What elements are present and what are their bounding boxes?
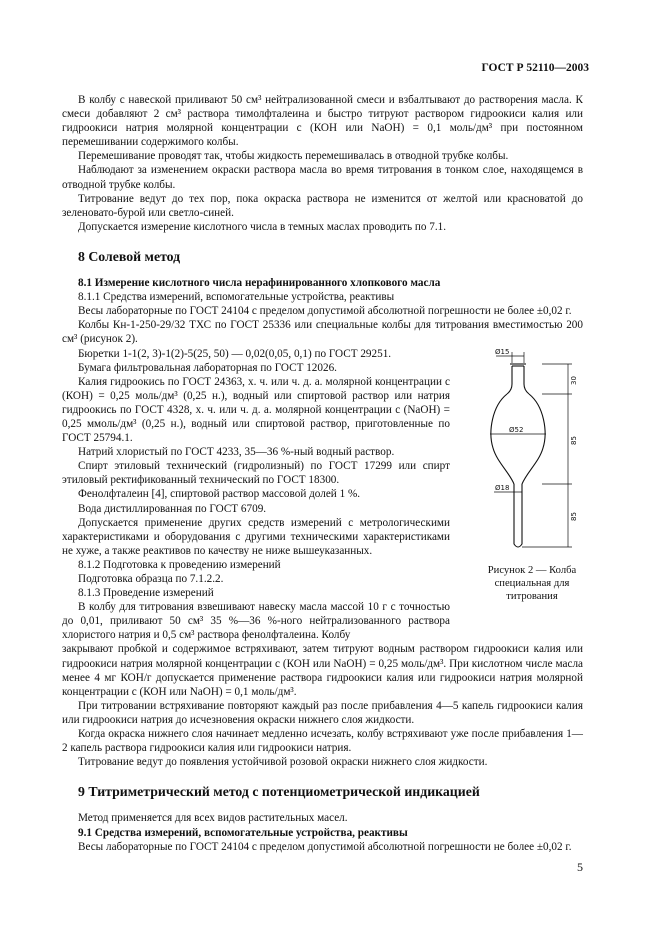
paragraph: Допускается измерение кислотного числа в темных маслах проводить по 7.1. — [78, 220, 447, 233]
paragraph: Наблюдают за изменением окраски раствора масла во время титрования в тонком слое, находящемся в отводной трубке колбы. — [62, 164, 583, 191]
text-beside-figure — [62, 347, 450, 643]
paragraph: закрывают пробкой и содержимое встряхивают, затем титруют водным раствором гидроокиси калия или гидроокиси натрия молярной концентрации c (КОН или NaOH) = 0,25 моль/дм³. При кислотном числе масла менее 4 мг КОН/г допускается применение раствора гидроокиси калия или гидроокиси натрия молярной концентрации c (КОН или NaOH) = 0,1 моль/дм³. — [62, 643, 583, 698]
section-8-heading: 8 Солевой метод — [78, 248, 181, 264]
paragraph: Подготовка образца по 7.1.2.2. — [78, 573, 224, 585]
paragraph: Титрование ведут до тех пор, пока окраска раствора не изменится от желтой или красноватой до зеленовато-бурой или светло-синей. — [62, 192, 583, 219]
paragraph: В колбу с навеской приливают 50 см³ нейтрализованной смеси и взбалтывают до растворения масла. К смеси добавляют 2 см³ раствора тимолфталеина и быстро титруют раствором гидроокиси калия или гидроокиси натрия молярной концентрации c (КОН или NaOH) = 0,1 моль/дм³ при постоянном перемешивании содержимого колбы. — [62, 94, 583, 149]
paragraph: 8.1.2 Подготовка к проведению измерений — [78, 558, 281, 571]
paragraph: Калия гидроокись по ГОСТ 24363, х. ч. или ч. д. а. молярной концентрации c (КОН) = 0,25 моль/дм³ (0,25 н.), водный или спиртовой раствор или натрия гидроокись по ГОСТ 4328, х. ч. или ч. д. а. молярной концентрации c (NaOH) = 0,25 ммоль/дм³ (0,25 н.), водный или спиртовой раствор, приготовленные по ГОСТ 25794.1. — [62, 375, 450, 445]
subsection-9-1-heading: 9.1 Средства измерений, вспомогательные устройства, реактивы — [78, 826, 408, 839]
paragraph: Бюретки 1-1(2, 3)-1(2)-5(25, 50) — 0,02(0,05, 0,1) по ГОСТ 29251. — [78, 347, 392, 360]
subsection-8-1-heading: 8.1 Измерение кислотного числа нерафинированного хлопкового масла — [78, 277, 441, 290]
document-code: ГОСТ Р 52110—2003 — [481, 62, 589, 74]
paragraph: Метод применяется для всех видов растительных масел. — [78, 812, 348, 825]
dim-body-height: 85 — [570, 436, 578, 445]
paragraph: Спирт этиловый технический (гидролизный) по ГОСТ 17299 или спирт этиловый ректификованный технический по ГОСТ 18300. — [62, 460, 450, 487]
paragraph: Титрование ведут до появления устойчивой розовой окраски нижнего слоя жидкости. — [78, 756, 488, 769]
section-9-heading: 9 Титриметрический метод с потенциометрической индикацией — [78, 784, 480, 800]
paragraph: 8.1.3 Проведение измерений — [78, 587, 214, 600]
flask-drawing — [476, 344, 586, 554]
dim-tube-height: 85 — [570, 512, 578, 521]
paragraph: Натрий хлористый по ГОСТ 4233, 35—36 %-ный водный раствор. — [78, 446, 395, 459]
paragraph: Когда окраска нижнего слоя начинает медленно исчезать, колбу встряхивают уже после прибавления 1—2 капель раствора гидроокиси калия или гидроокиси натрия. — [62, 728, 583, 755]
paragraph: Колбы Кн-1-250-29/32 ТХС по ГОСТ 25336 или специальные колбы для титрования вместимостью 200 см³ (рисунок 2). — [62, 319, 583, 346]
paragraph: Допускается применение других средств измерений с метрологическими характеристиками и оборудования с другими техническими характеристиками не хуже, а также реактивов по качеству не ниже вышеуказанных. — [62, 516, 450, 557]
paragraph: Весы лабораторные по ГОСТ 24104 с пределом допустимой абсолютной погрешности не более ±0,02 г. — [78, 840, 572, 853]
dim-tube-diameter: Ø18 — [495, 484, 510, 492]
dim-top-diameter: Ø15 — [495, 348, 510, 356]
paragraph: Перемешивание проводят так, чтобы жидкость перемешивалась в отводной трубке колбы. — [78, 150, 509, 163]
paragraph: Бумага фильтровальная лабораторная по ГОСТ 12026. — [78, 361, 337, 374]
dim-bulb-diameter: Ø52 — [509, 426, 524, 434]
page-number: 5 — [577, 860, 583, 874]
paragraph: При титровании встряхивание повторяют каждый раз после прибавления 4—5 капель гидроокиси калия или гидроокиси натрия до исчезновения окраски нижнего слоя жидкости. — [62, 699, 583, 726]
paragraph: Вода дистиллированная по ГОСТ 6709. — [78, 502, 267, 515]
dim-neck-height: 30 — [570, 376, 578, 385]
paragraph: 8.1.1 Средства измерений, вспомогательные устройства, реактивы — [78, 291, 395, 304]
paragraph: Весы лабораторные по ГОСТ 24104 с пределом допустимой абсолютной погрешности не более ±0,02 г. — [78, 305, 572, 318]
paragraph: Фенолфталеин [4], спиртовой раствор массовой долей 1 %. — [78, 488, 361, 501]
paragraph: В колбу для титрования взвешивают навеску масла массой 10 г с точностью до 0,01, приливают 50 см³ 35 %—36 %-ного нейтрализованного раствора хлористого натрия и 0,5 см³ раствора фенолфталеина. Колбу — [62, 601, 450, 642]
figure-caption: Рисунок 2 — Колба специальная для титрования — [487, 565, 577, 602]
